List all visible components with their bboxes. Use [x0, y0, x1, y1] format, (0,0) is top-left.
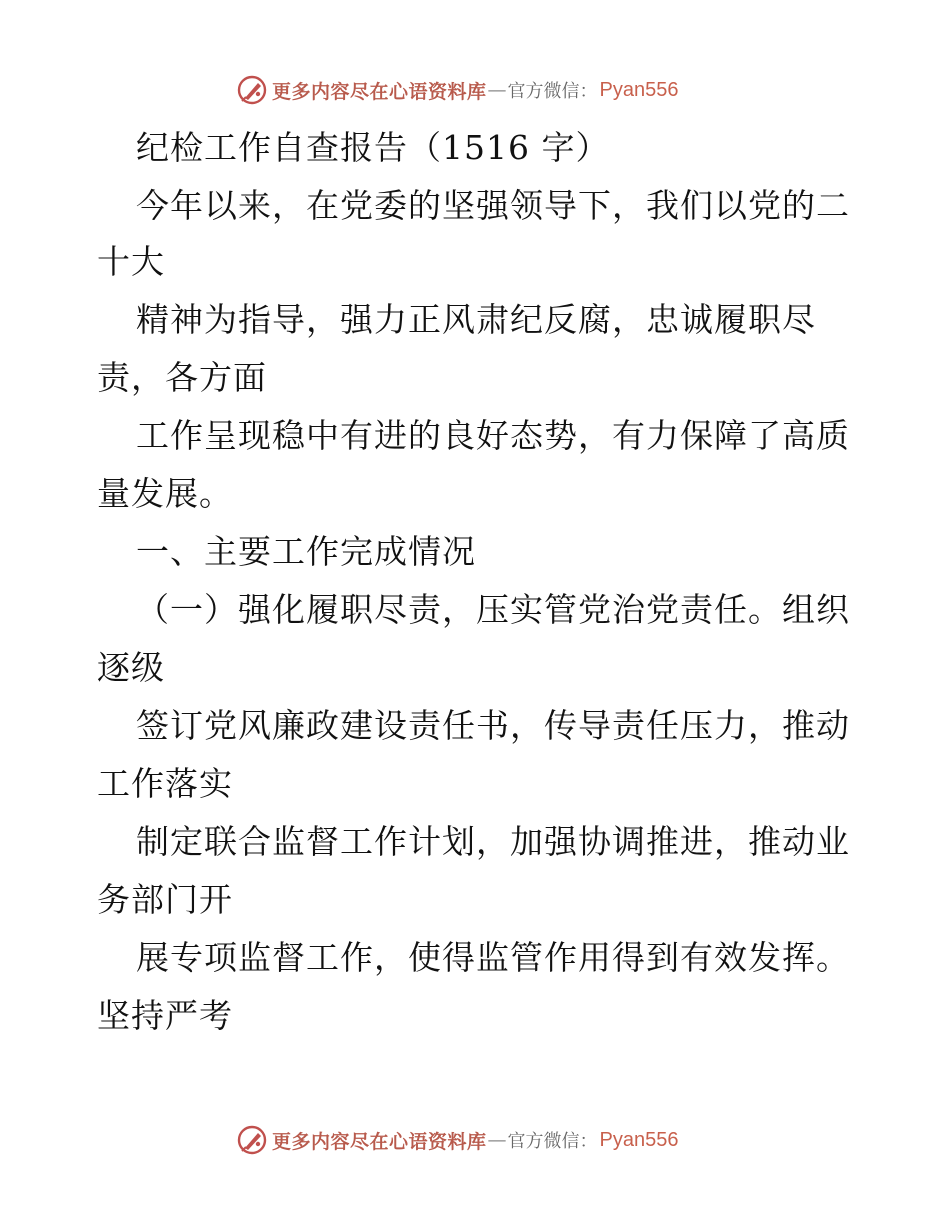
watermark-official-label: 官方微信： [507, 1131, 598, 1152]
watermark-official-label: 官方微信： [507, 81, 598, 102]
paragraph-line: 制定联合监督工作计划，加强协调推进，推动业 [136, 822, 850, 861]
watermark-promo-text: 更多内容尽在心语资料库 [272, 1130, 487, 1153]
section-heading: 一、主要工作完成情况 [136, 532, 476, 571]
watermark-promo-text: 更多内容尽在心语资料库 [272, 80, 487, 103]
document-title: 纪检工作自查报告（1516 字） [136, 128, 610, 167]
paragraph-line: 展专项监督工作，使得监管作用得到有效发挥。 [136, 938, 850, 977]
paragraph-line: 量发展。 [97, 474, 233, 513]
paragraph-line: 今年以来，在党委的坚强领导下，我们以党的二 [136, 186, 850, 225]
footer-watermark [236, 1122, 678, 1158]
paragraph-line: 坚持严考 [97, 996, 233, 1035]
paragraph-line: 逐级 [97, 648, 165, 687]
paragraph-line: 签订党风廉政建设责任书，传导责任压力，推动 [136, 706, 850, 745]
paragraph-line: 精神为指导，强力正风肃纪反腐，忠诚履职尽 [136, 300, 816, 339]
header-watermark [236, 72, 678, 108]
quill-pen-circle-icon [236, 74, 268, 106]
watermark-wechat-id: Pyan556 [599, 78, 679, 101]
paragraph-line: 工作落实 [97, 764, 233, 803]
watermark-dash: — [487, 1129, 507, 1151]
quill-pen-circle-icon [236, 1124, 268, 1156]
paragraph-line: 务部门开 [97, 880, 233, 919]
subsection-heading: （一）强化履职尽责，压实管党治党责任。组织 [136, 590, 850, 629]
paragraph-line: 十大 [97, 242, 165, 281]
watermark-dash: — [487, 79, 507, 101]
watermark-wechat-id: Pyan556 [599, 1128, 679, 1151]
paragraph-line: 工作呈现稳中有进的良好态势，有力保障了高质 [136, 416, 850, 455]
paragraph-line: 责，各方面 [97, 358, 267, 397]
